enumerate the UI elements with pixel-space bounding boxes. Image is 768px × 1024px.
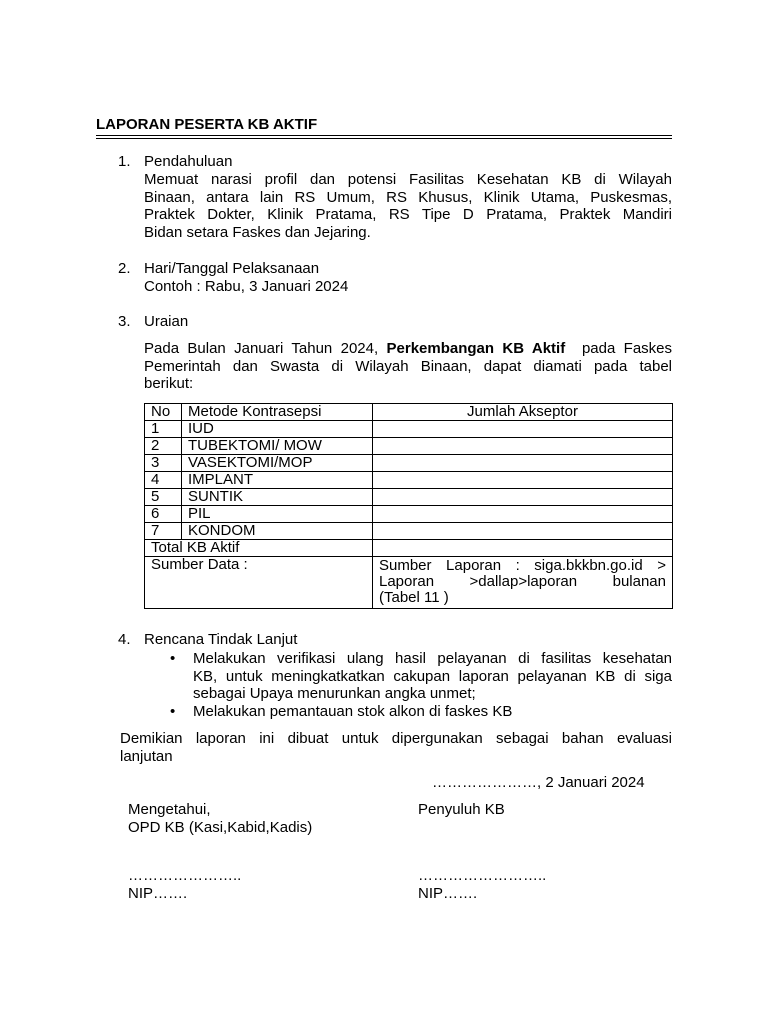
row-count xyxy=(373,489,673,506)
signature-left-org: OPD KB (Kasi,Kabid,Kadis) xyxy=(128,819,313,836)
closing-line: Demikian laporan ini dibuat untuk dipergunakan sebagai bahan evaluasi xyxy=(120,730,672,747)
section-4-heading: Rencana Tindak Lanjut xyxy=(144,631,298,648)
row-method: IMPLANT xyxy=(182,472,373,489)
title-underline-bottom xyxy=(96,138,672,139)
intro-text: Pada Bulan Januari Tahun 2024, xyxy=(144,340,379,357)
section-4-number: 4. xyxy=(118,631,131,648)
section-1-line: Memuat narasi profil dan potensi Fasilitas Kesehatan KB di Wilayah xyxy=(144,171,672,188)
source-value xyxy=(373,557,673,609)
section-1-line: Praktek Dokter, Klinik Pratama, RS Tipe D Pratama, Praktek Mandiri xyxy=(144,206,672,223)
title-underline-top xyxy=(96,135,672,136)
source-label: Sumber Data : xyxy=(145,557,373,609)
intro-text-after: pada Faskes xyxy=(581,340,673,357)
header-count: Jumlah Akseptor xyxy=(373,404,673,421)
source-line: Laporan >dallap>laporan bulanan xyxy=(379,573,666,590)
signature-left-nip: NIP……. xyxy=(128,885,188,902)
row-count xyxy=(373,421,673,438)
table-row xyxy=(145,438,673,455)
table-row xyxy=(145,421,673,438)
signature-left-dots: ………………….. xyxy=(128,867,242,884)
total-label: Total KB Aktif xyxy=(145,540,373,557)
section-1-body xyxy=(144,171,672,241)
section-2-heading: Hari/Tanggal Pelaksanaan xyxy=(144,260,320,277)
kb-table xyxy=(144,403,673,609)
section-3-intro-line: berikut: xyxy=(144,375,194,392)
closing-line: lanjutan xyxy=(120,747,173,765)
table-row xyxy=(145,455,673,472)
source-line: Sumber Laporan : siga.bkkbn.go.id > xyxy=(379,557,666,574)
table-header-row xyxy=(145,404,673,421)
header-no: No xyxy=(145,404,182,421)
intro-bold-text: Perkembangan KB Aktif xyxy=(386,340,566,357)
table-row xyxy=(145,506,673,523)
row-count xyxy=(373,438,673,455)
section-3-intro-line: Pemerintah dan Swasta di Wilayah Binaan, dapat diamati pada tabel xyxy=(144,357,672,375)
bullet-line: Melakukan verifikasi ulang hasil pelayanan di fasilitas kesehatan xyxy=(193,650,672,667)
row-count xyxy=(373,506,673,523)
section-1-heading: Pendahuluan xyxy=(144,153,233,170)
table-row xyxy=(145,523,673,540)
section-3-intro xyxy=(144,340,672,393)
table-source-row xyxy=(145,557,673,609)
table-total-row xyxy=(145,540,673,557)
row-no: 1 xyxy=(145,421,182,438)
row-method: KONDOM xyxy=(182,523,373,540)
row-method: VASEKTOMI/MOP xyxy=(182,455,373,472)
section-1-number: 1. xyxy=(118,153,131,170)
row-no: 3 xyxy=(145,455,182,472)
row-no: 7 xyxy=(145,523,182,540)
table-row xyxy=(145,489,673,506)
date-line: …………………, 2 Januari 2024 xyxy=(432,774,645,791)
section-3-heading: Uraian xyxy=(144,313,189,330)
section-2-example: Contoh : Rabu, 3 Januari 2024 xyxy=(144,278,349,295)
source-line: (Tabel 11 ) xyxy=(379,589,449,606)
closing-paragraph xyxy=(120,730,672,765)
section-1-line: Bidan setara Faskes dan Jejaring. xyxy=(144,223,371,241)
row-count xyxy=(373,523,673,540)
section-1-line: Binaan, antara lain RS Umum, RS Khusus, Klinik Utama, Puskesmas, xyxy=(144,188,672,206)
section-3-intro-line xyxy=(144,340,672,358)
row-no: 6 xyxy=(145,506,182,523)
signature-right-nip: NIP……. xyxy=(418,885,478,902)
bullet-marker: • xyxy=(170,703,176,720)
signature-right-dots: …………………….. xyxy=(418,867,547,884)
bullet-item-1 xyxy=(193,650,672,703)
row-method: IUD xyxy=(182,421,373,438)
row-count xyxy=(373,472,673,489)
header-method: Metode Kontrasepsi xyxy=(182,404,373,421)
row-no: 4 xyxy=(145,472,182,489)
page-title: LAPORAN PESERTA KB AKTIF xyxy=(96,116,318,133)
bullet-marker: • xyxy=(170,650,176,667)
bullet-line: KB, untuk meningkatkatkan cakupan laporan pelayanan KB di siga xyxy=(193,667,672,685)
row-method: PIL xyxy=(182,506,373,523)
signature-left-label: Mengetahui, xyxy=(128,801,211,818)
row-method: TUBEKTOMI/ MOW xyxy=(182,438,373,455)
table-row xyxy=(145,472,673,489)
section-2-number: 2. xyxy=(118,260,131,277)
row-no: 2 xyxy=(145,438,182,455)
row-method: SUNTIK xyxy=(182,489,373,506)
row-count xyxy=(373,455,673,472)
bullet-item-2: Melakukan pemantauan stok alkon di faskes KB xyxy=(193,703,513,720)
section-3-number: 3. xyxy=(118,313,131,330)
row-no: 5 xyxy=(145,489,182,506)
signature-right-label: Penyuluh KB xyxy=(418,801,505,818)
bullet-line: sebagai Upaya menurunkan angka unmet; xyxy=(193,685,476,702)
total-value xyxy=(373,540,673,557)
